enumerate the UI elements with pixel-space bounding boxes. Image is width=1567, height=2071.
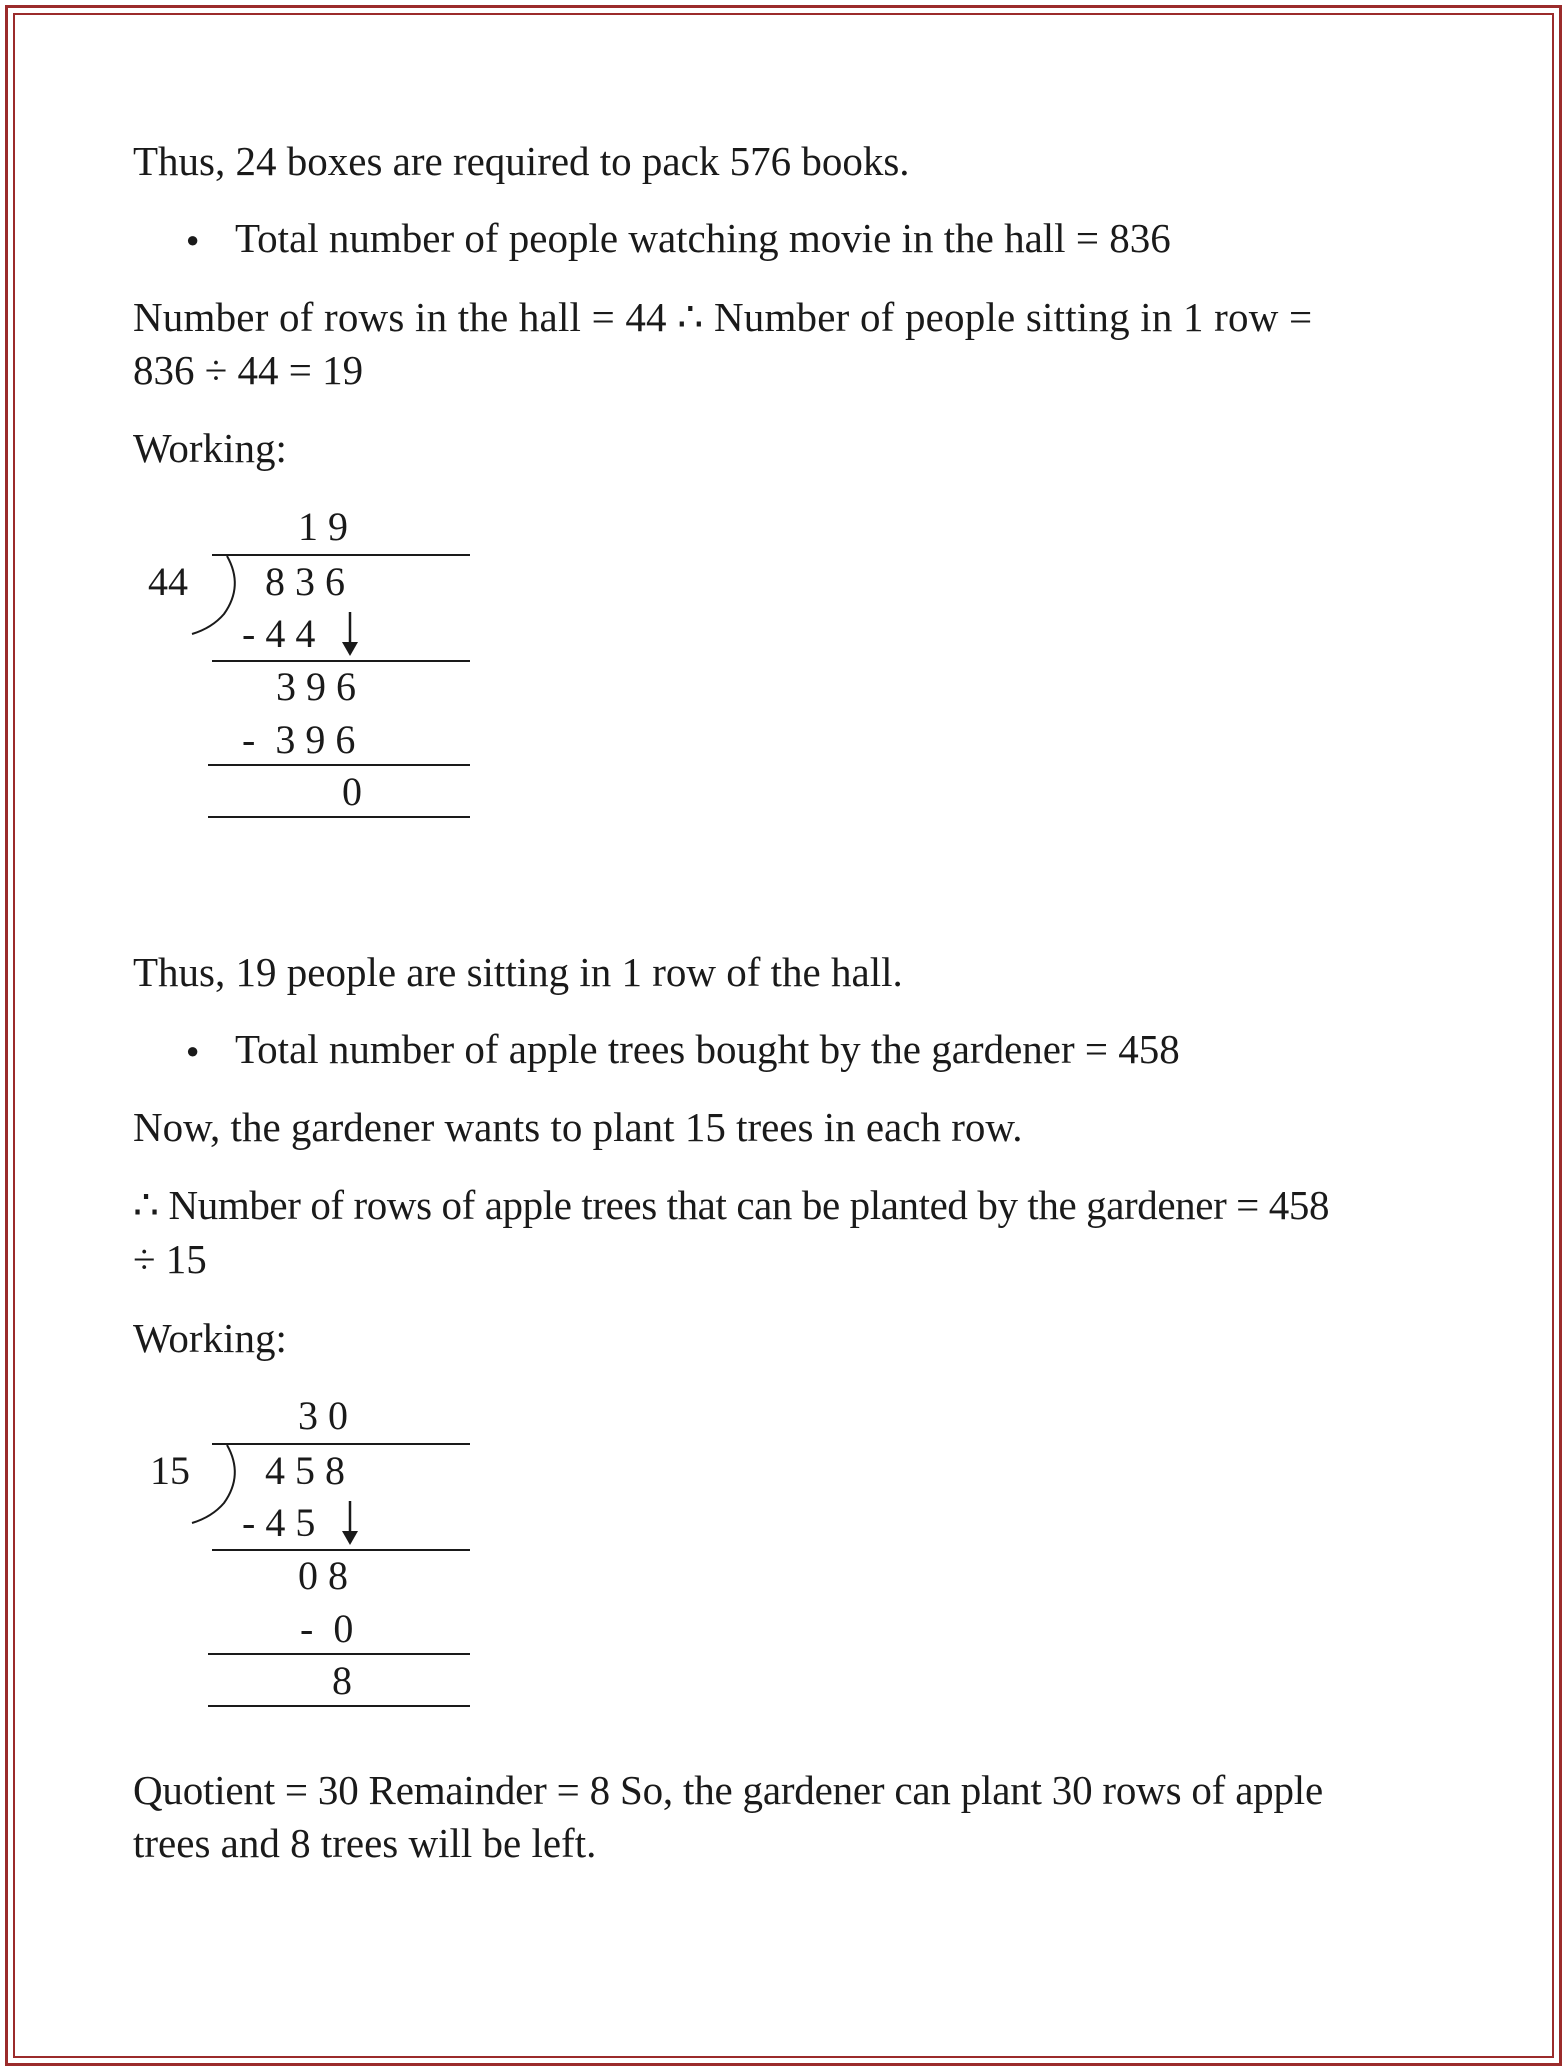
subtract-step-1: - 4 4: [242, 611, 316, 656]
bring-down-arrow-icon: [338, 1499, 362, 1549]
divisor: 15: [150, 1448, 190, 1493]
subtract-step-2: - 3 9 6: [242, 717, 356, 762]
subtract-step-1: - 4 5: [242, 1500, 316, 1545]
rule-1: [212, 660, 470, 662]
division-bracket: [192, 1445, 232, 1525]
remainder-step-1: 3 9 6: [276, 664, 356, 709]
paragraph-conclusion: Quotient = 30 Remainder = 8 So, the gardener can plant 30 rows of apple: [133, 1767, 1323, 1813]
long-division-458-by-15: [140, 1389, 410, 1709]
final-remainder: 0: [342, 769, 362, 814]
bullet-people-total: Total number of people watching movie in the hall = 836: [235, 215, 1171, 261]
paragraph-rows-apple: ∴ Number of rows of apple trees that can be planted by the gardener = 458: [133, 1182, 1330, 1228]
paragraph-rows-hall-result: 836 ÷ 44 = 19: [133, 347, 364, 393]
rule-1: [212, 1549, 470, 1551]
dividend: 4 5 8: [265, 1448, 345, 1493]
long-division-836-by-44: [140, 500, 410, 820]
bullet-dot: ●: [186, 1038, 200, 1063]
quotient: 1 9: [298, 504, 348, 549]
paragraph-conclusion-cont: trees and 8 trees will be left.: [133, 1820, 597, 1866]
rule-3: [208, 816, 470, 818]
working-label-2: Working:: [133, 1315, 287, 1361]
paragraph-people-per-row: Thus, 19 people are sitting in 1 row of the hall.: [133, 949, 903, 995]
dividend: 8 3 6: [265, 559, 345, 604]
quotient: 3 0: [298, 1393, 348, 1438]
paragraph-rows-apple-cont: ÷ 15: [133, 1236, 207, 1282]
bullet-apple-trees-total: Total number of apple trees bought by the gardener = 458: [235, 1026, 1180, 1072]
paragraph-boxes: Thus, 24 boxes are required to pack 576 books.: [133, 138, 910, 184]
bring-down-arrow-icon: [338, 610, 362, 660]
bullet-dot: ●: [186, 227, 200, 252]
working-label-1: Working:: [133, 425, 287, 471]
division-bracket: [192, 556, 232, 636]
subtract-step-2: - 0: [300, 1606, 354, 1651]
division-bar: [212, 1443, 470, 1445]
rule-3: [208, 1705, 470, 1707]
final-remainder: 8: [332, 1658, 352, 1703]
rule-2: [208, 1653, 470, 1655]
rule-2: [208, 764, 470, 766]
paragraph-trees-per-row: Now, the gardener wants to plant 15 trees in each row.: [133, 1104, 1023, 1150]
division-bar: [212, 554, 470, 556]
divisor: 44: [148, 559, 188, 604]
paragraph-rows-hall: Number of rows in the hall = 44 ∴ Number of people sitting in 1 row =: [133, 294, 1313, 340]
remainder-step-1: 0 8: [298, 1553, 348, 1598]
